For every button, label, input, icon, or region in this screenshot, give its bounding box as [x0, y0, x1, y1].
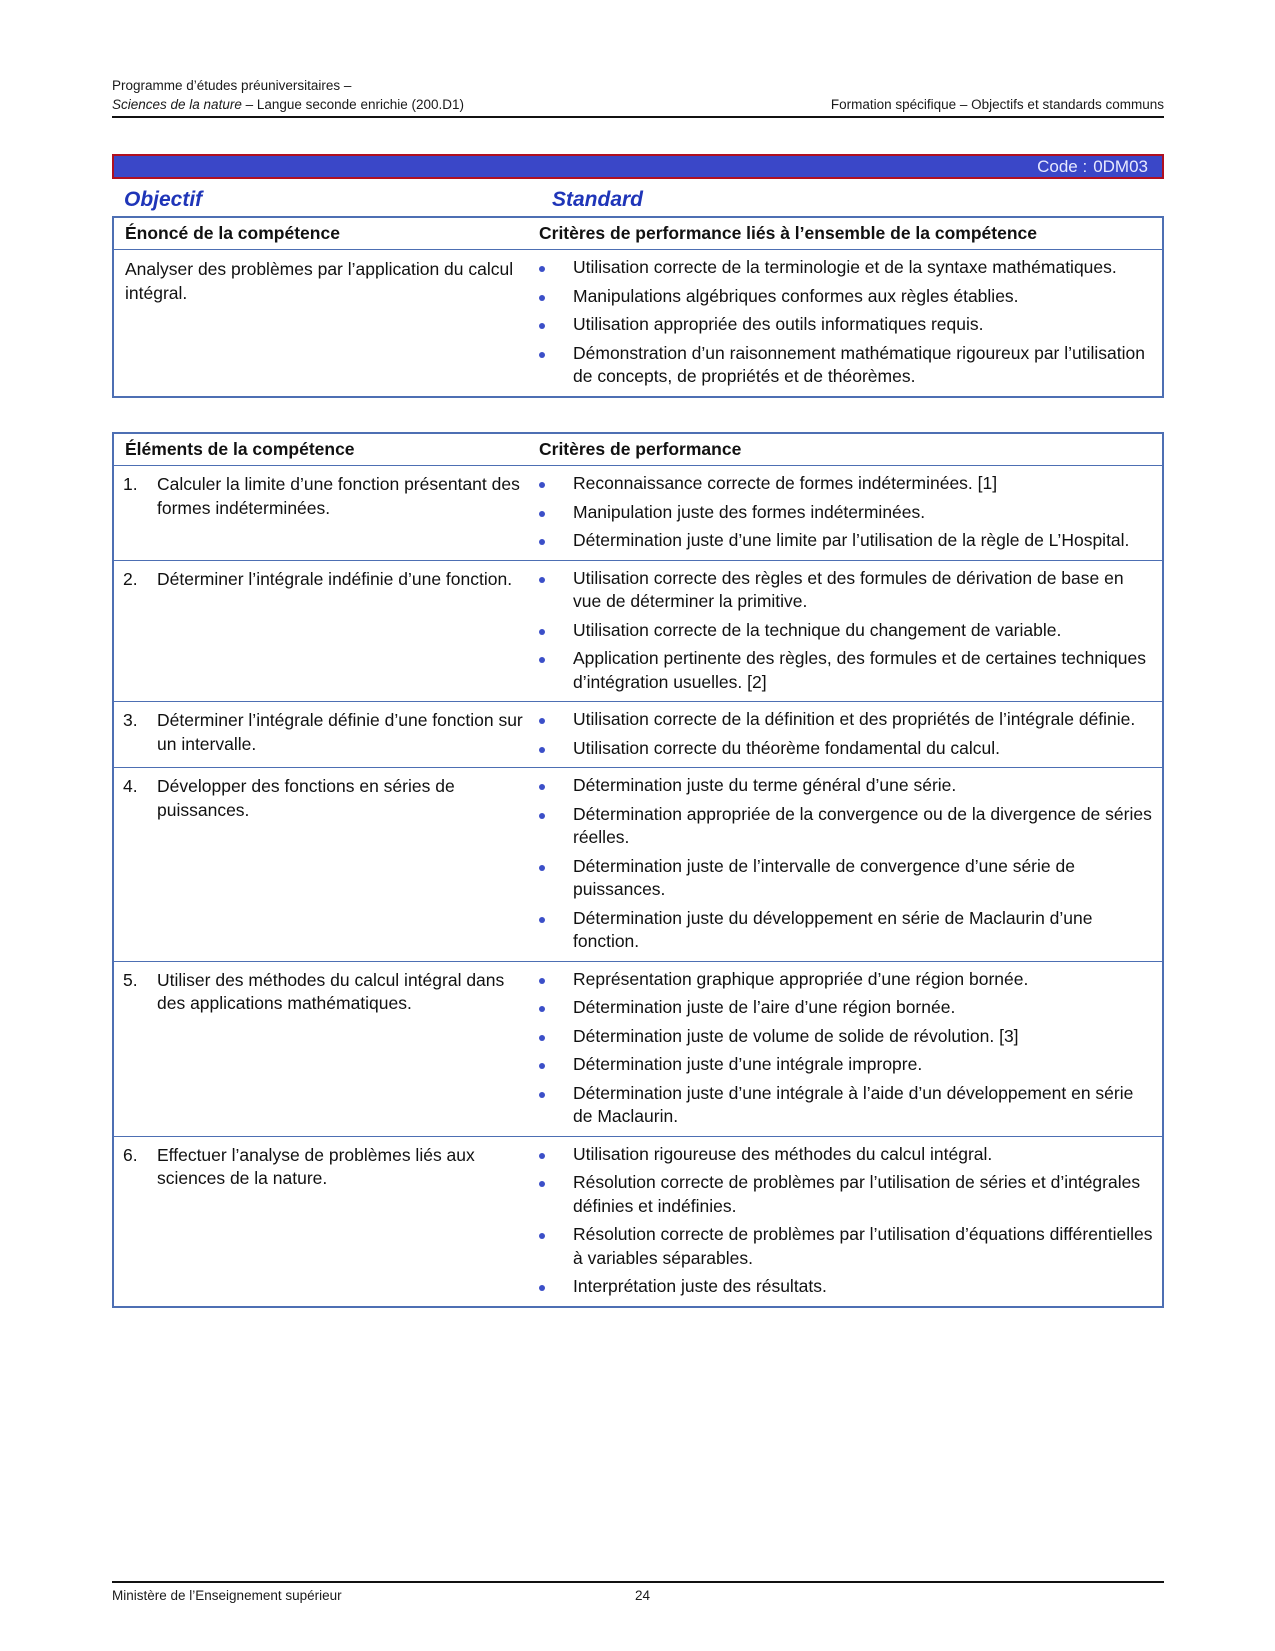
element-criteria-list — [535, 466, 1162, 560]
element-row — [113, 560, 1163, 702]
criterion-item — [535, 619, 1154, 643]
criterion-item — [535, 907, 1154, 954]
criterion-text: Interprétation juste des résultats. — [573, 1276, 827, 1296]
element-text: Déterminer l’intégrale définie d’une fonction sur un intervalle. — [157, 710, 523, 754]
criterion-text: Détermination juste de volume de solide de révolution. [3] — [573, 1025, 1019, 1046]
header-divider — [112, 116, 1164, 118]
criterion-item — [535, 285, 1154, 309]
criterion-item — [535, 1171, 1154, 1218]
element-cell — [113, 702, 535, 768]
bullet-icon — [539, 629, 545, 635]
criterion-item — [535, 567, 1154, 614]
element-criteria-cell — [535, 768, 1163, 962]
element-criteria-cell — [535, 466, 1163, 561]
criterion-item — [535, 342, 1154, 389]
header-program-name: Sciences de la nature — [112, 97, 242, 112]
bullet-icon — [539, 352, 545, 358]
enonce-header-row — [113, 217, 1163, 250]
bullet-icon — [539, 266, 545, 272]
page-footer — [112, 1587, 651, 1605]
element-number: 3. — [123, 710, 138, 730]
criterion-item — [535, 1082, 1154, 1129]
header-right: Formation spécifique – Objectifs et standards communs — [830, 97, 1164, 112]
element-text: Utiliser des méthodes du calcul intégral dans des applications mathématiques. — [157, 969, 505, 1013]
criterion-item — [535, 313, 1154, 337]
element-text: Déterminer l’intégrale indéfinie d’une fonction. — [157, 568, 513, 589]
criterion-text: Reconnaissance correcte de formes indéterminées. [1] — [573, 473, 998, 493]
criterion-text: Manipulations algébriques conformes aux règles établies. — [573, 285, 1019, 306]
element-row — [113, 1136, 1163, 1307]
bullet-icon — [539, 1063, 545, 1069]
criterion-text: Utilisation correcte du théorème fondamental du calcul. — [573, 737, 1001, 758]
criterion-text: Résolution correcte de problèmes par l’utilisation de séries et d’intégrales définies et indéfinies. — [573, 1172, 1141, 1216]
enonce-col1-header: Énoncé de la compétence — [113, 217, 535, 250]
criterion-text: Démonstration d’un raisonnement mathématique rigoureux par l’utilisation de concepts, de propriétés et de théorèmes. — [573, 342, 1145, 386]
criterion-item — [535, 855, 1154, 902]
criterion-text: Application pertinente des règles, des formules et de certaines techniques d’intégration usuelles. [2] — [573, 648, 1146, 692]
element-cell — [113, 466, 535, 561]
element-cell — [113, 961, 535, 1136]
bullet-icon — [539, 295, 545, 301]
element-criteria-list — [535, 561, 1162, 702]
code-label: Code : — [1037, 157, 1088, 176]
element-criteria-list — [535, 1137, 1162, 1306]
bullet-icon — [539, 1153, 545, 1159]
criterion-text: Détermination juste d’une intégrale impropre. — [573, 1054, 923, 1074]
element-criteria-list — [535, 702, 1162, 767]
criterion-item — [535, 996, 1154, 1020]
criterion-text: Utilisation rigoureuse des méthodes du calcul intégral. — [573, 1143, 993, 1164]
bullet-icon — [539, 1285, 545, 1291]
elements-table — [112, 432, 1164, 1308]
elements-header-row — [113, 433, 1163, 466]
bullet-icon — [539, 1092, 545, 1098]
criterion-text: Détermination juste de l’intervalle de convergence d’une série de puissances. — [573, 855, 1075, 899]
criterion-item — [535, 774, 1154, 798]
bullet-icon — [539, 1006, 545, 1012]
footer-ministry: Ministère de l’Enseignement supérieur — [112, 1588, 342, 1603]
bullet-icon — [539, 1181, 545, 1187]
enonce-text: Analyser des problèmes par l’application du calcul intégral. — [113, 250, 535, 397]
criterion-text: Détermination juste du terme général d’une série. — [573, 775, 957, 795]
criterion-text: Utilisation correcte de la terminologie et de la syntaxe mathématiques. — [573, 257, 1117, 277]
element-row — [113, 466, 1163, 561]
bullet-icon — [539, 747, 545, 753]
bullet-icon — [539, 784, 545, 790]
enonce-row — [113, 250, 1163, 397]
bullet-icon — [539, 1233, 545, 1239]
criterion-item — [535, 803, 1154, 850]
criterion-text: Utilisation correcte des règles et des formules de dérivation de base en vue de déterminer la primitive. — [573, 567, 1124, 611]
criterion-item — [535, 1025, 1154, 1049]
elements-col2-header: Critères de performance — [535, 433, 1163, 466]
criterion-text: Utilisation correcte de la définition et des propriétés de l’intégrale définie. — [573, 709, 1136, 729]
header-program — [112, 95, 464, 114]
element-criteria-cell — [535, 1136, 1163, 1307]
bullet-icon — [539, 1035, 545, 1041]
criterion-item — [535, 1053, 1154, 1077]
bullet-icon — [539, 865, 545, 871]
bullet-icon — [539, 718, 545, 724]
element-criteria-list — [535, 768, 1162, 961]
criterion-item — [535, 501, 1154, 525]
bullet-icon — [539, 482, 545, 488]
criterion-item — [535, 256, 1154, 280]
element-row — [113, 768, 1163, 962]
element-number: 6. — [123, 1144, 138, 1165]
element-number: 2. — [123, 568, 138, 589]
criterion-text: Utilisation correcte de la technique du changement de variable. — [573, 619, 1062, 640]
element-cell — [113, 768, 535, 962]
criterion-text: Manipulation juste des formes indéterminées. — [573, 501, 926, 522]
element-number: 4. — [123, 776, 138, 796]
criterion-text: Détermination juste d’une limite par l’utilisation de la règle de L’Hospital. — [573, 530, 1130, 550]
page-number: 24 — [635, 1588, 651, 1603]
header-line-1: Programme d’études préuniversitaires – — [112, 78, 352, 93]
criterion-text: Utilisation appropriée des outils informatiques requis. — [573, 314, 984, 334]
element-criteria-cell — [535, 961, 1163, 1136]
criterion-item — [535, 1223, 1154, 1270]
objectif-title: Objectif — [124, 188, 203, 211]
criterion-text: Détermination juste de l’aire d’une région bornée. — [573, 997, 956, 1017]
element-cell — [113, 560, 535, 702]
element-row — [113, 702, 1163, 768]
element-criteria-cell — [535, 702, 1163, 768]
criterion-item — [535, 1275, 1154, 1299]
code-bar — [112, 154, 1164, 179]
element-text: Effectuer l’analyse de problèmes liés aux sciences de la nature. — [157, 1144, 475, 1188]
criterion-text: Représentation graphique appropriée d’une région bornée. — [573, 968, 1029, 989]
criterion-text: Détermination appropriée de la convergence ou de la divergence de séries réelles. — [573, 803, 1152, 847]
elements-col1-header: Éléments de la compétence — [113, 433, 535, 466]
criterion-item — [535, 1143, 1154, 1167]
enonce-table — [112, 216, 1164, 398]
element-criteria-list — [535, 962, 1162, 1136]
element-cell — [113, 1136, 535, 1307]
criterion-item — [535, 647, 1154, 694]
criterion-text: Résolution correcte de problèmes par l’utilisation d’équations différentielles à variables séparables. — [573, 1224, 1153, 1268]
standard-title: Standard — [552, 188, 644, 211]
criterion-text: Détermination juste du développement en série de Maclaurin d’une fonction. — [573, 907, 1093, 951]
section-titles — [112, 186, 1164, 216]
bullet-icon — [539, 511, 545, 517]
bullet-icon — [539, 577, 545, 583]
element-text: Développer des fonctions en séries de puissances. — [157, 776, 455, 820]
criterion-item — [535, 968, 1154, 992]
bullet-icon — [539, 978, 545, 984]
footer-divider — [112, 1581, 1164, 1583]
criterion-item — [535, 708, 1154, 732]
page-header — [112, 76, 1164, 114]
element-criteria-cell — [535, 560, 1163, 702]
enonce-criteria-cell — [535, 250, 1163, 397]
criterion-item — [535, 529, 1154, 553]
bullet-icon — [539, 657, 545, 663]
criterion-item — [535, 472, 1154, 496]
bullet-icon — [539, 539, 545, 545]
element-row — [113, 961, 1163, 1136]
element-text: Calculer la limite d’une fonction présentant des formes indéterminées. — [157, 474, 520, 518]
enonce-col2-header: Critères de performance liés à l’ensemble de la compétence — [535, 217, 1163, 250]
code-value: 0DM03 — [1093, 157, 1148, 176]
element-number: 1. — [123, 474, 138, 494]
bullet-icon — [539, 917, 545, 923]
bullet-icon — [539, 813, 545, 819]
header-program-code: – Langue seconde enrichie (200.D1) — [241, 97, 464, 112]
document-page — [112, 0, 1164, 1651]
criterion-text: Détermination juste d’une intégrale à l’aide d’un développement en série de Maclaurin. — [573, 1082, 1134, 1126]
element-number: 5. — [123, 969, 138, 990]
enonce-criteria-list — [535, 250, 1162, 396]
bullet-icon — [539, 323, 545, 329]
criterion-item — [535, 737, 1154, 761]
